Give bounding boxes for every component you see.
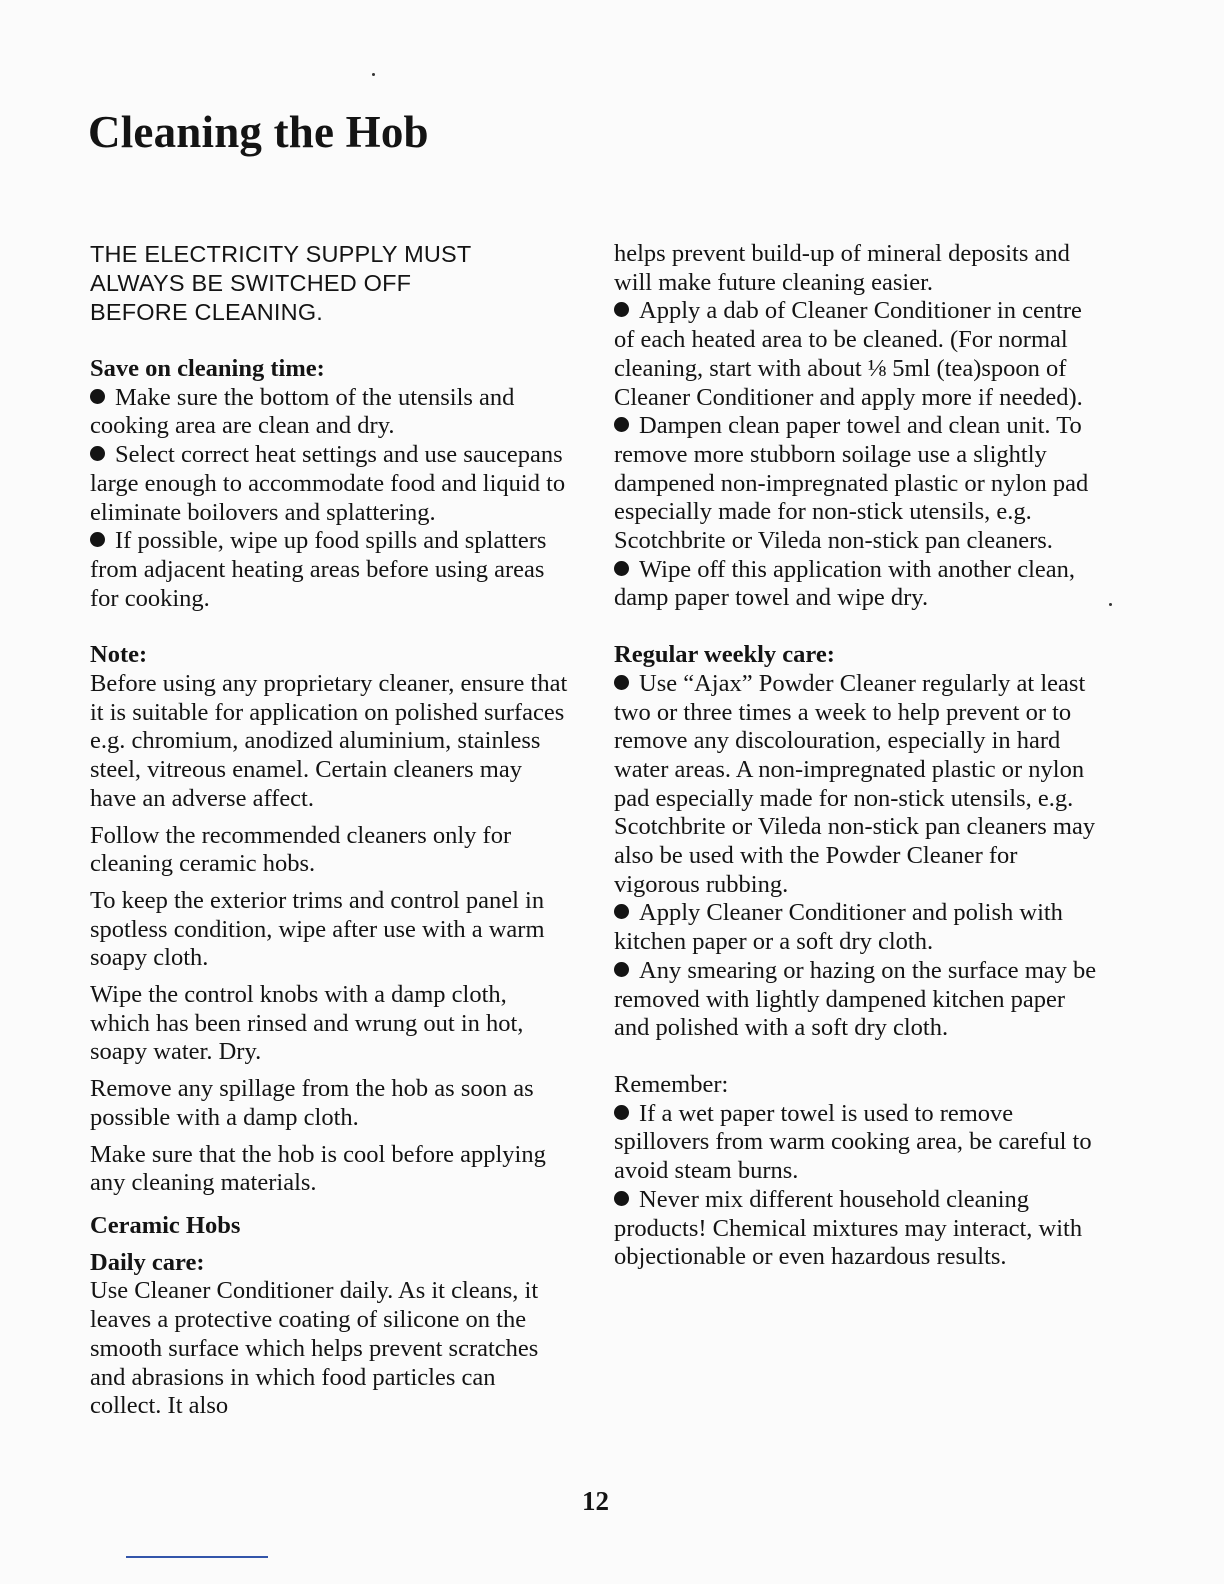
- bullet-item: If possible, wipe up food spills and splatters from adjacent heating areas before using areas for cooking.: [90, 527, 547, 612]
- weekly-care-heading: Regular weekly care:: [614, 641, 835, 669]
- bullet-item: Make sure the bottom of the utensils and cooking area are clean and dry.: [90, 383, 515, 440]
- warning-line: THE ELECTRICITY SUPPLY MUST: [90, 241, 472, 267]
- bullet-item: Use “Ajax” Powder Cleaner regularly at least two or three times a week to help prevent or to remove any discolouration, especially in hard water areas. A non-impregnated plastic or nylon pad especially made for non-stick utensils, e.g. Scotchbrite or Vileda non-stick pan cleaners may also be used with the Powder Cleaner for vigorous rubbing.: [614, 669, 1096, 898]
- bullet-item: Wipe off this application with another clean, damp paper towel and wipe dry.: [614, 555, 1076, 612]
- bullet-item: Never mix different household cleaning products! Chemical mixtures may interact, with objectionable or even hazardous results.: [614, 1185, 1083, 1271]
- save-time-heading: Save on cleaning time:: [90, 355, 325, 382]
- bullet-item: Any smearing or hazing on the surface may be removed with lightly dampened kitchen paper and polished with a soft dry cloth.: [614, 956, 1097, 1042]
- bullet-item: Select correct heat settings and use saucepans large enough to accommodate food and liquid to eliminate boilovers and splattering.: [90, 441, 566, 526]
- page-title: Cleaning the Hob: [88, 107, 429, 157]
- note-paragraph: Remove any spillage from the hob as soon as possible with a damp cloth.: [90, 1075, 534, 1131]
- daily-care-text: Use Cleaner Conditioner daily. As it cleans, it leaves a protective coating of silicone on the smooth surface which helps prevent scratches and abrasions in which food particles can collect. It also: [90, 1277, 539, 1420]
- page-number: 12: [582, 1486, 609, 1516]
- bullet-item: If a wet paper towel is used to remove spillovers from warm cooking area, be careful to avoid steam burns.: [614, 1099, 1092, 1185]
- bullet-icon: [614, 561, 629, 576]
- daily-care-heading: Daily care:: [90, 1248, 205, 1276]
- bullet-icon: [90, 532, 105, 547]
- left-column: [90, 240, 570, 1421]
- bullet-icon: [614, 675, 629, 690]
- note-heading: Note:: [90, 641, 148, 669]
- right-column: [614, 240, 1104, 1272]
- warning-line: ALWAYS BE SWITCHED OFF: [90, 270, 412, 296]
- bullet-icon: [614, 904, 629, 919]
- bullet-item: Apply a dab of Cleaner Conditioner in centre of each heated area to be cleaned. (For normal cleaning, start with about ⅛ 5ml (tea)spoon of Cleaner Conditioner and apply more if needed).: [614, 297, 1083, 411]
- scan-speck: [1109, 603, 1112, 606]
- scan-speck: [372, 73, 375, 76]
- note-paragraph: To keep the exterior trims and control panel in spotless condition, wipe after use with a warm soapy cloth.: [90, 886, 545, 972]
- bullet-icon: [90, 389, 105, 404]
- note-paragraph: Follow the recommended cleaners only for cleaning ceramic hobs.: [90, 821, 512, 878]
- remember-heading: Remember:: [614, 1070, 729, 1098]
- bullet-icon: [90, 446, 105, 461]
- note-paragraph: Wipe the control knobs with a damp cloth, which has been rinsed and wrung out in hot, soapy water. Dry.: [90, 981, 524, 1066]
- bullet-icon: [614, 1105, 629, 1120]
- bullet-icon: [614, 417, 629, 432]
- note-paragraph: Before using any proprietary cleaner, ensure that it is suitable for application on polished surfaces e.g. chromium, anodized aluminium, stainless steel, vitreous enamel. Certain cleaners may have an adverse affect.: [90, 670, 568, 812]
- bullet-icon: [614, 962, 629, 977]
- bullet-icon: [614, 1191, 629, 1206]
- footer-rule: [126, 1556, 268, 1558]
- ceramic-hobs-heading: Ceramic Hobs: [90, 1211, 241, 1239]
- warning-line: BEFORE CLEANING.: [90, 299, 324, 325]
- bullet-item: Dampen clean paper towel and clean unit. To remove more stubborn soilage use a slightly dampened non-impregnated plastic or nylon pad especially made for non-stick utensils, e.g. Scotchbrite or Vileda non-stick pan cleaners.: [614, 412, 1089, 555]
- continued-text: helps prevent build-up of mineral deposits and will make future cleaning easier.: [614, 240, 1070, 296]
- note-paragraph: Make sure that the hob is cool before applying any cleaning materials.: [90, 1140, 546, 1197]
- bullet-icon: [614, 302, 629, 317]
- safety-warning: [90, 240, 570, 327]
- bullet-item: Apply Cleaner Conditioner and polish with kitchen paper or a soft dry cloth.: [614, 899, 1063, 956]
